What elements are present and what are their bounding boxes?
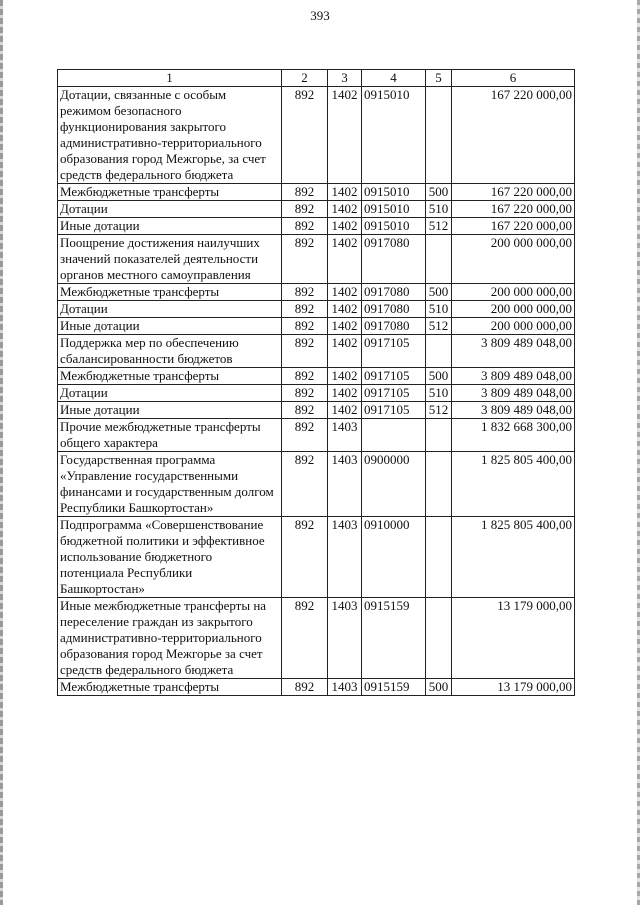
admin-code-cell: 892 bbox=[282, 517, 328, 598]
amount-cell: 200 000 000,00 bbox=[452, 284, 575, 301]
item-name-cell: Государственная программа «Управление государственными финансами и государственным долгом Республики Башкортостан» bbox=[58, 452, 282, 517]
expense-type-cell bbox=[426, 335, 452, 368]
target-article-cell: 0917080 bbox=[362, 235, 426, 284]
expense-type-cell: 510 bbox=[426, 385, 452, 402]
admin-code-cell: 892 bbox=[282, 679, 328, 696]
section-code-cell: 1402 bbox=[328, 301, 362, 318]
table-row bbox=[58, 184, 575, 201]
table-row bbox=[58, 218, 575, 235]
section-code-cell: 1402 bbox=[328, 184, 362, 201]
section-code-cell: 1402 bbox=[328, 201, 362, 218]
admin-code-cell: 892 bbox=[282, 318, 328, 335]
expense-type-cell bbox=[426, 235, 452, 284]
section-code-cell: 1403 bbox=[328, 419, 362, 452]
column-header: 6 bbox=[452, 70, 575, 87]
expense-type-cell: 500 bbox=[426, 284, 452, 301]
table-row bbox=[58, 368, 575, 385]
item-name-cell: Межбюджетные трансферты bbox=[58, 679, 282, 696]
section-code-cell: 1402 bbox=[328, 385, 362, 402]
page-number: 393 bbox=[310, 8, 330, 23]
section-code-cell: 1402 bbox=[328, 335, 362, 368]
table-row bbox=[58, 402, 575, 419]
expense-type-cell bbox=[426, 452, 452, 517]
admin-code-cell: 892 bbox=[282, 184, 328, 201]
amount-cell: 3 809 489 048,00 bbox=[452, 335, 575, 368]
target-article-cell: 0917105 bbox=[362, 368, 426, 385]
item-name-cell: Иные дотации bbox=[58, 218, 282, 235]
expense-type-cell: 510 bbox=[426, 201, 452, 218]
amount-cell: 200 000 000,00 bbox=[452, 301, 575, 318]
amount-cell: 3 809 489 048,00 bbox=[452, 385, 575, 402]
target-article-cell: 0900000 bbox=[362, 452, 426, 517]
expense-type-cell bbox=[426, 517, 452, 598]
item-name-cell: Дотации bbox=[58, 301, 282, 318]
expense-type-cell: 500 bbox=[426, 368, 452, 385]
admin-code-cell: 892 bbox=[282, 452, 328, 517]
table-row bbox=[58, 201, 575, 218]
item-name-cell: Дотации bbox=[58, 385, 282, 402]
expense-type-cell: 510 bbox=[426, 301, 452, 318]
section-code-cell: 1402 bbox=[328, 368, 362, 385]
target-article-cell: 0915159 bbox=[362, 598, 426, 679]
admin-code-cell: 892 bbox=[282, 335, 328, 368]
section-code-cell: 1403 bbox=[328, 452, 362, 517]
table-header-row bbox=[58, 70, 575, 87]
admin-code-cell: 892 bbox=[282, 419, 328, 452]
table-row bbox=[58, 385, 575, 402]
section-code-cell: 1402 bbox=[328, 87, 362, 184]
amount-cell: 3 809 489 048,00 bbox=[452, 402, 575, 419]
expense-type-cell: 512 bbox=[426, 218, 452, 235]
column-header: 5 bbox=[426, 70, 452, 87]
target-article-cell: 0915159 bbox=[362, 679, 426, 696]
item-name-cell: Межбюджетные трансферты bbox=[58, 284, 282, 301]
table-row bbox=[58, 318, 575, 335]
table-row bbox=[58, 679, 575, 696]
target-article-cell: 0915010 bbox=[362, 201, 426, 218]
amount-cell: 167 220 000,00 bbox=[452, 218, 575, 235]
expense-type-cell: 500 bbox=[426, 679, 452, 696]
budget-table bbox=[57, 69, 575, 696]
amount-cell: 1 825 805 400,00 bbox=[452, 517, 575, 598]
section-code-cell: 1403 bbox=[328, 598, 362, 679]
column-header: 4 bbox=[362, 70, 426, 87]
table-row bbox=[58, 517, 575, 598]
section-code-cell: 1402 bbox=[328, 402, 362, 419]
table-row bbox=[58, 284, 575, 301]
table-row bbox=[58, 87, 575, 184]
amount-cell: 167 220 000,00 bbox=[452, 184, 575, 201]
amount-cell: 1 832 668 300,00 bbox=[452, 419, 575, 452]
item-name-cell: Иные дотации bbox=[58, 318, 282, 335]
amount-cell: 1 825 805 400,00 bbox=[452, 452, 575, 517]
admin-code-cell: 892 bbox=[282, 385, 328, 402]
target-article-cell: 0917105 bbox=[362, 385, 426, 402]
section-code-cell: 1402 bbox=[328, 218, 362, 235]
admin-code-cell: 892 bbox=[282, 301, 328, 318]
section-code-cell: 1403 bbox=[328, 679, 362, 696]
admin-code-cell: 892 bbox=[282, 235, 328, 284]
target-article-cell: 0917105 bbox=[362, 335, 426, 368]
section-code-cell: 1403 bbox=[328, 517, 362, 598]
admin-code-cell: 892 bbox=[282, 284, 328, 301]
expense-type-cell bbox=[426, 598, 452, 679]
admin-code-cell: 892 bbox=[282, 201, 328, 218]
item-name-cell: Иные дотации bbox=[58, 402, 282, 419]
amount-cell: 13 179 000,00 bbox=[452, 598, 575, 679]
admin-code-cell: 892 bbox=[282, 218, 328, 235]
expense-type-cell: 500 bbox=[426, 184, 452, 201]
column-header: 2 bbox=[282, 70, 328, 87]
table-body bbox=[58, 87, 575, 696]
section-code-cell: 1402 bbox=[328, 318, 362, 335]
expense-type-cell: 512 bbox=[426, 318, 452, 335]
expense-type-cell: 512 bbox=[426, 402, 452, 419]
table-row bbox=[58, 335, 575, 368]
table-row bbox=[58, 235, 575, 284]
admin-code-cell: 892 bbox=[282, 598, 328, 679]
admin-code-cell: 892 bbox=[282, 368, 328, 385]
amount-cell: 13 179 000,00 bbox=[452, 679, 575, 696]
item-name-cell: Дотации bbox=[58, 201, 282, 218]
amount-cell: 3 809 489 048,00 bbox=[452, 368, 575, 385]
table-row bbox=[58, 419, 575, 452]
target-article-cell: 0915010 bbox=[362, 87, 426, 184]
target-article-cell: 0917080 bbox=[362, 301, 426, 318]
table-row bbox=[58, 452, 575, 517]
amount-cell: 200 000 000,00 bbox=[452, 235, 575, 284]
item-name-cell: Поощрение достижения наилучших значений показателей деятельности органов местного самоуправления bbox=[58, 235, 282, 284]
table-row bbox=[58, 598, 575, 679]
amount-cell: 167 220 000,00 bbox=[452, 201, 575, 218]
target-article-cell bbox=[362, 419, 426, 452]
column-header: 1 bbox=[58, 70, 282, 87]
item-name-cell: Прочие межбюджетные трансферты общего характера bbox=[58, 419, 282, 452]
item-name-cell: Межбюджетные трансферты bbox=[58, 368, 282, 385]
amount-cell: 167 220 000,00 bbox=[452, 87, 575, 184]
target-article-cell: 0917080 bbox=[362, 318, 426, 335]
target-article-cell: 0917080 bbox=[362, 284, 426, 301]
admin-code-cell: 892 bbox=[282, 87, 328, 184]
table-row bbox=[58, 301, 575, 318]
expense-type-cell bbox=[426, 87, 452, 184]
target-article-cell: 0917105 bbox=[362, 402, 426, 419]
expense-type-cell bbox=[426, 419, 452, 452]
column-header: 3 bbox=[328, 70, 362, 87]
target-article-cell: 0915010 bbox=[362, 184, 426, 201]
scan-edge-left bbox=[0, 0, 3, 905]
target-article-cell: 0910000 bbox=[362, 517, 426, 598]
admin-code-cell: 892 bbox=[282, 402, 328, 419]
target-article-cell: 0915010 bbox=[362, 218, 426, 235]
section-code-cell: 1402 bbox=[328, 284, 362, 301]
item-name-cell: Подпрограмма «Совершенствование бюджетной политики и эффективное использование бюджетного потенциала Республики Башкортостан» bbox=[58, 517, 282, 598]
item-name-cell: Поддержка мер по обеспечению сбалансированности бюджетов bbox=[58, 335, 282, 368]
item-name-cell: Иные межбюджетные трансферты на переселение граждан из закрытого административно-территориального образования город Межгорье за счет средств федерального бюджета bbox=[58, 598, 282, 679]
item-name-cell: Межбюджетные трансферты bbox=[58, 184, 282, 201]
amount-cell: 200 000 000,00 bbox=[452, 318, 575, 335]
item-name-cell: Дотации, связанные с особым режимом безопасного функционирования закрытого административно-территориального образования город Межгорье, за счет средств федерального бюджета bbox=[58, 87, 282, 184]
section-code-cell: 1402 bbox=[328, 235, 362, 284]
